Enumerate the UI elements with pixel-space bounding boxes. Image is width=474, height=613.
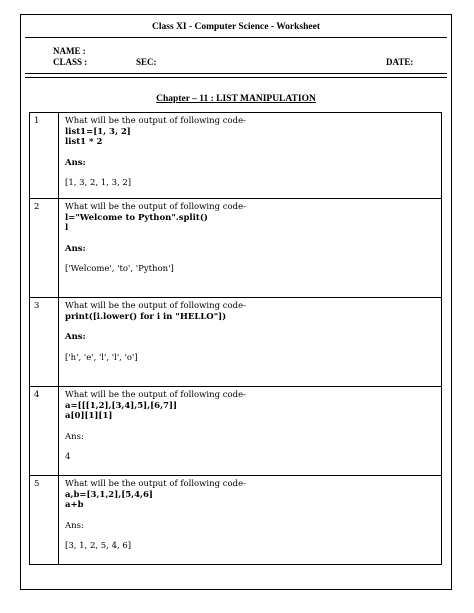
- question-prompt: What will be the output of following code-: [65, 116, 246, 126]
- question-number: 5: [30, 476, 59, 565]
- question-row: [30, 113, 442, 199]
- worksheet-title: Class XI - Computer Science - Worksheet: [152, 22, 320, 32]
- questions-table: [29, 112, 442, 565]
- question-body: [59, 199, 442, 298]
- answer-label: Ans:: [65, 431, 84, 442]
- question-number: 2: [30, 199, 59, 298]
- answer-text: [3, 1, 2, 5, 4, 6]: [65, 541, 132, 551]
- question-body: [59, 298, 442, 387]
- answer-text: ['Welcome', 'to', 'Python']: [65, 264, 174, 274]
- question-prompt: What will be the output of following code-: [65, 301, 246, 311]
- header-divider-double-bottom: [25, 77, 447, 78]
- question-row: [30, 298, 442, 387]
- question-row: [30, 387, 442, 476]
- question-number: 1: [30, 113, 59, 199]
- worksheet-frame: [20, 14, 452, 590]
- code-line: a=[[[1,2],[3,4],5],[6,7]]: [65, 400, 178, 411]
- answer-text: [1, 3, 2, 1, 3, 2]: [65, 178, 132, 188]
- code-line: l="Welcome to Python".split(): [65, 212, 208, 223]
- answer-label: Ans:: [65, 243, 86, 254]
- question-body: [59, 113, 442, 199]
- question-row: [30, 199, 442, 298]
- code-line: print([i.lower() for i in "HELLO"]): [65, 311, 227, 322]
- header-divider: [25, 37, 447, 38]
- class-label: CLASS :: [53, 57, 88, 67]
- question-prompt: What will be the output of following code-: [65, 202, 246, 212]
- answer-text: ['h', 'e', 'l', 'l', 'o']: [65, 352, 138, 363]
- sec-label: SEC:: [136, 57, 157, 67]
- answer-text: 4: [65, 452, 71, 462]
- code-line: list1=[1, 3, 2]: [65, 126, 131, 137]
- code-line: a[0][1][1]: [65, 411, 113, 421]
- answer-label: Ans:: [65, 332, 86, 342]
- name-label: NAME :: [53, 46, 86, 56]
- question-body: [59, 476, 442, 565]
- chapter-title: Chapter – 11 : LIST MANIPULATION: [156, 94, 316, 104]
- date-label: DATE:: [386, 57, 414, 67]
- code-line: a+b: [65, 500, 84, 510]
- code-line: list1 * 2: [65, 137, 103, 147]
- question-number: 3: [30, 298, 59, 387]
- question-body: [59, 387, 442, 476]
- question-prompt: What will be the output of following code-: [65, 479, 246, 489]
- header-divider-double-top: [25, 73, 447, 74]
- question-row: [30, 476, 442, 565]
- code-line: l: [65, 223, 69, 233]
- answer-label: Ans:: [65, 520, 84, 531]
- question-prompt: What will be the output of following code-: [65, 390, 246, 400]
- answer-label: Ans:: [65, 157, 86, 168]
- question-number: 4: [30, 387, 59, 476]
- code-line: a,b=[3,1,2],[5,4,6]: [65, 489, 153, 500]
